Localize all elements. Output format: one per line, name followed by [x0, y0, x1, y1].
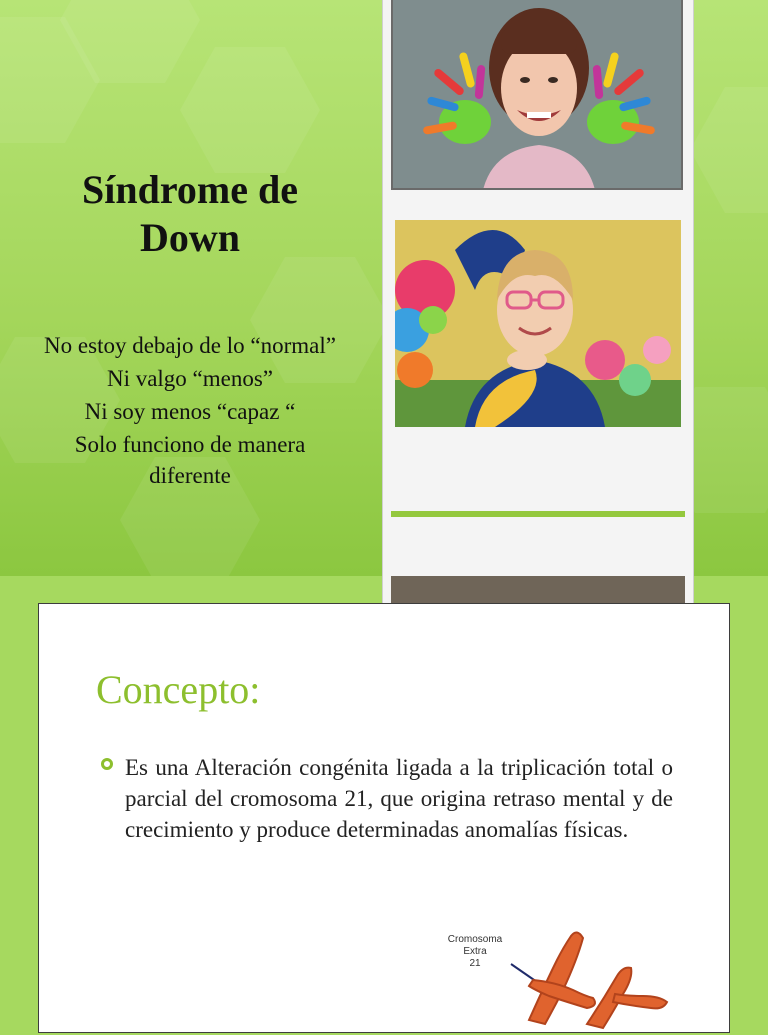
hex-pattern — [180, 40, 320, 180]
slide-title: Concepto: — [96, 667, 261, 712]
chromosome-label-line: Cromosoma — [447, 934, 503, 945]
bullet-text: Es una Alteración congénita ligada a la triplicación total o parcial del cromosoma 21, que origina retraso mental y de crecimiento y produce determinadas anomalías físicas. — [125, 755, 673, 842]
quote-line: Ni valgo “menos” — [106, 366, 274, 391]
chromosome-figure — [437, 920, 687, 1030]
chromosome-label-line: Extra — [463, 946, 487, 957]
slide-2 — [38, 603, 730, 1033]
accent-bar — [391, 511, 685, 517]
photo-child-painted-hands — [391, 0, 683, 190]
quote-line: Solo funciono de manera diferente — [74, 432, 306, 488]
chromosome-label — [439, 934, 511, 970]
photo-card — [383, 0, 693, 634]
slide-title: Síndrome de Down — [82, 167, 298, 260]
hex-pattern — [690, 80, 768, 220]
chromosome-label-line: 21 — [469, 958, 481, 969]
circle-bullet-icon — [101, 758, 113, 770]
quote-line: Ni soy menos “capaz “ — [84, 399, 296, 424]
quote-line: No estoy debajo de lo “normal” — [44, 333, 336, 358]
quote-text — [40, 330, 340, 491]
bullet-item — [101, 752, 673, 845]
photo-child-glasses — [395, 220, 681, 427]
